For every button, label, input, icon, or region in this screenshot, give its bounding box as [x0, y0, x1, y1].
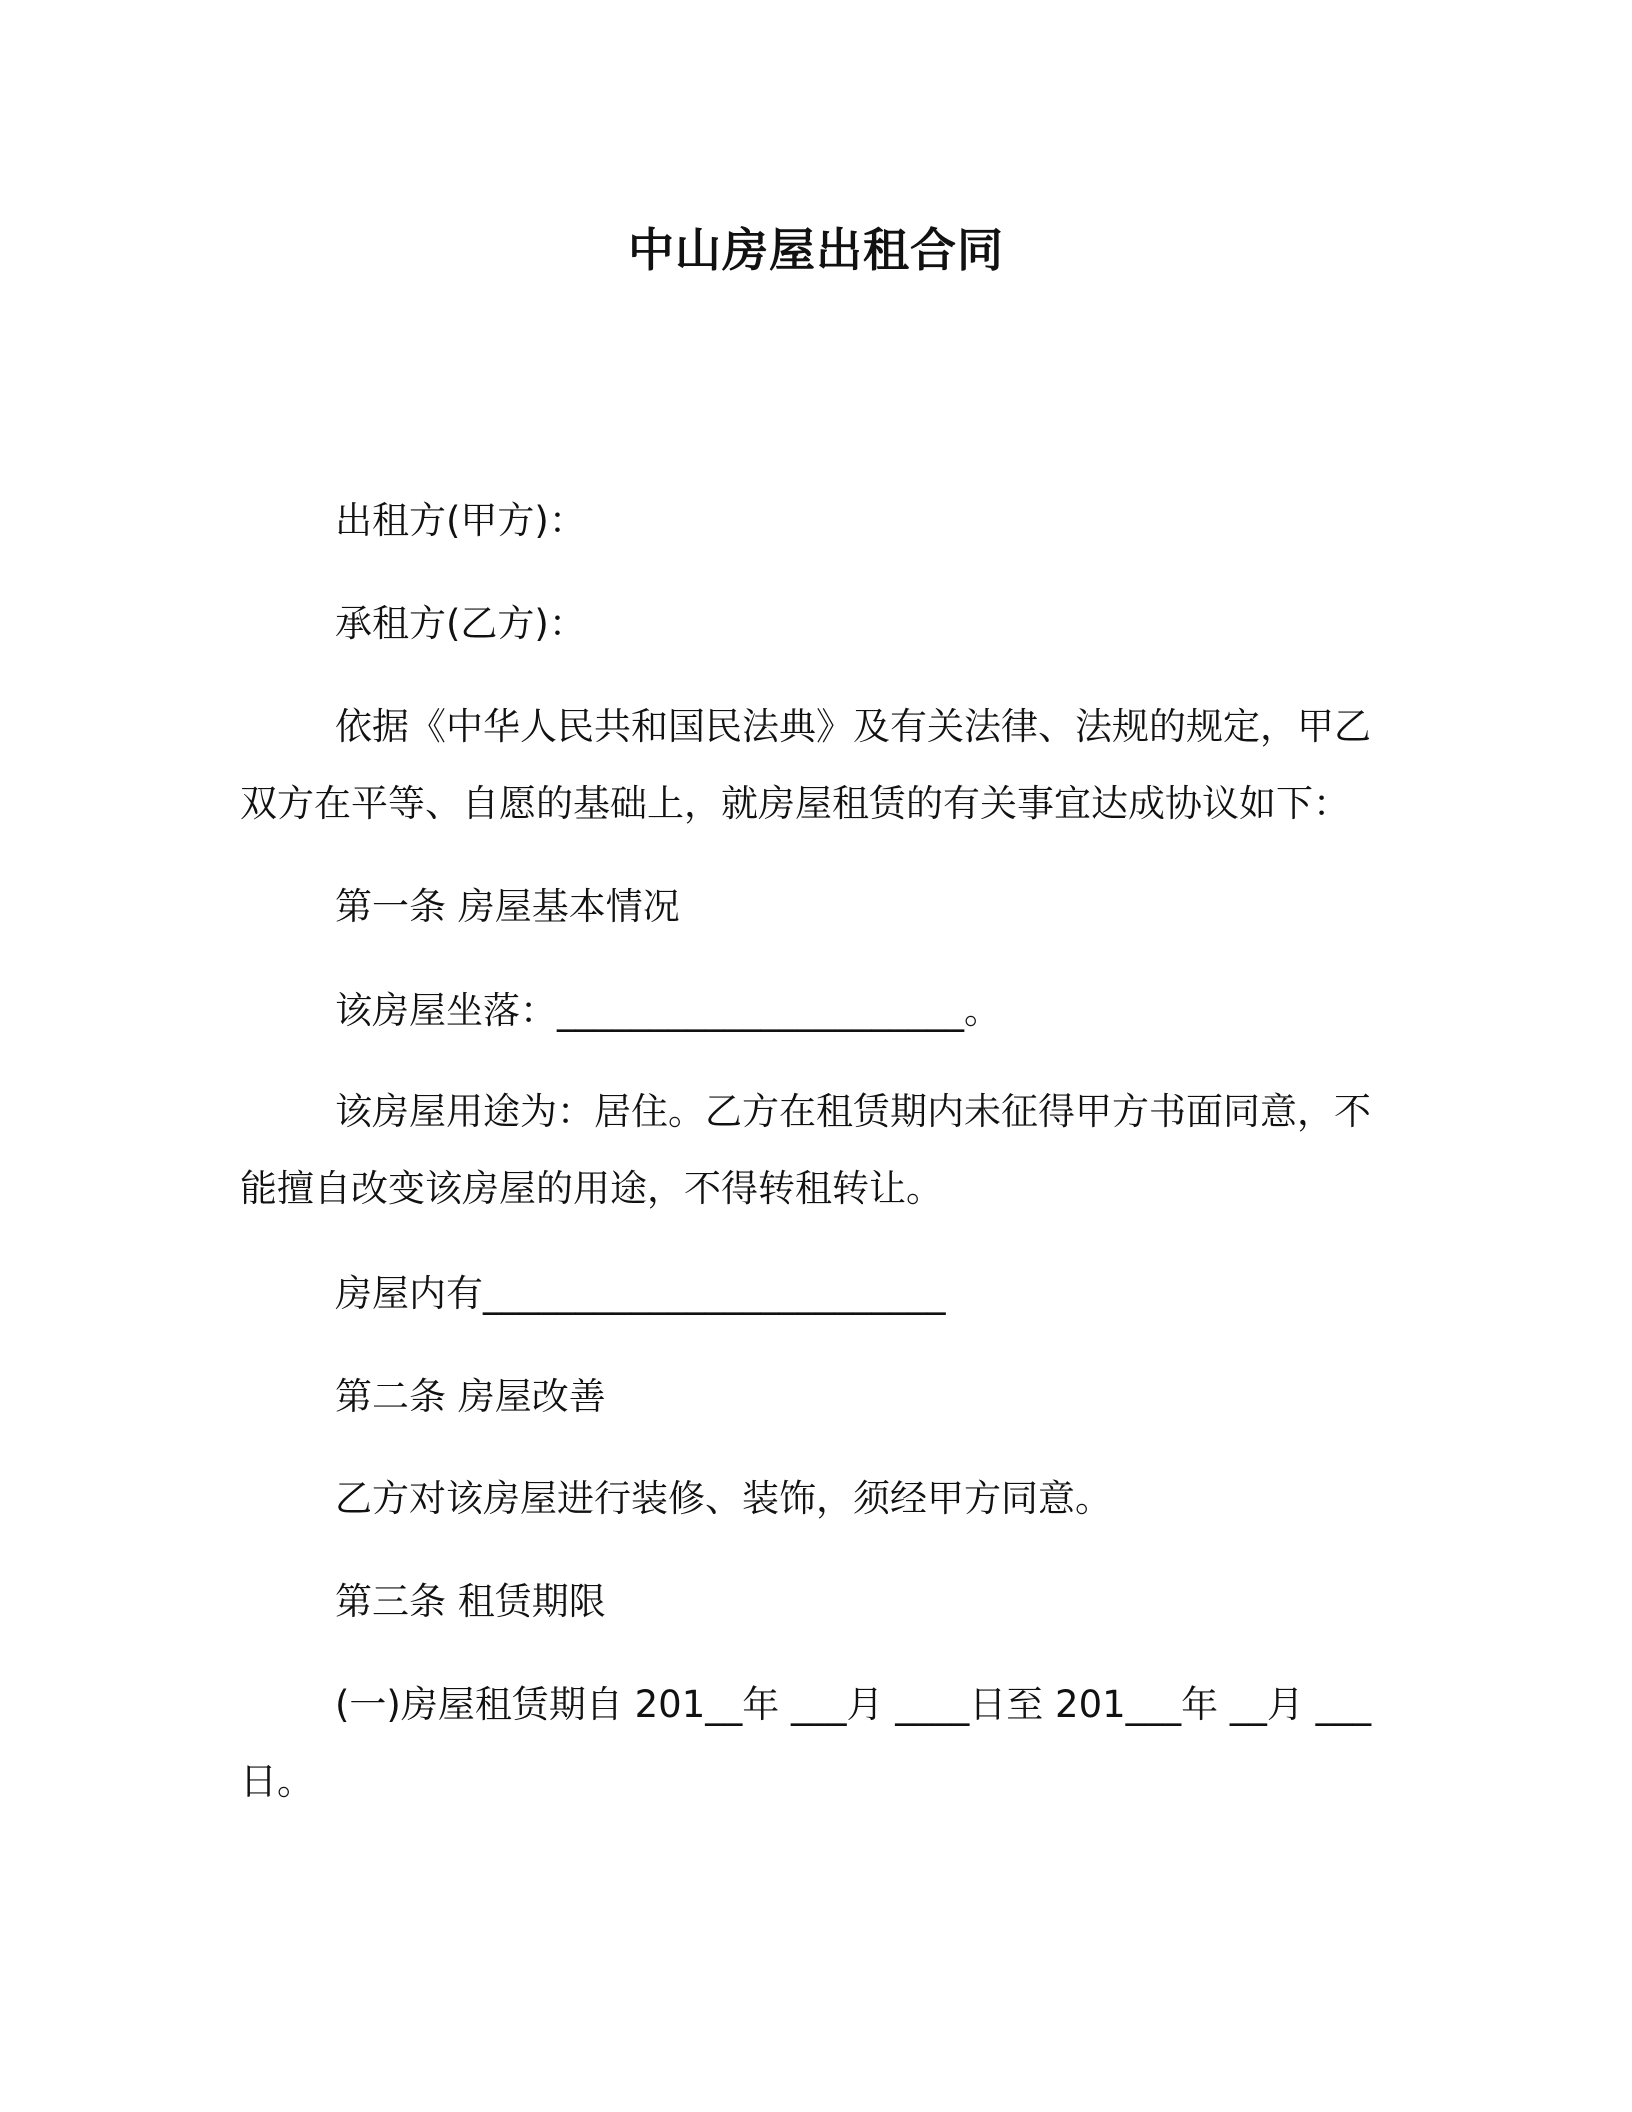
article-3-heading: 第三条 租赁期限	[335, 1580, 606, 1623]
article-2-heading: 第二条 房屋改善	[335, 1375, 606, 1418]
usage-paragraph	[240, 1073, 1390, 1227]
intro-line-2: 双方在平等、自愿的基础上，就房屋租赁的有关事宜达成协议如下：	[240, 782, 1350, 825]
party-b-line: 承租方(乙方)：	[335, 602, 586, 645]
usage-line-2: 能擅自改变该房屋的用途，不得转租转让。	[240, 1167, 943, 1210]
intro-paragraph	[240, 688, 1390, 842]
term-line-2: 日。	[240, 1760, 314, 1803]
term-paragraph	[240, 1666, 1390, 1820]
location-line: 该房屋坐落：______________________。	[335, 989, 1001, 1032]
intro-line-1: 依据《中华人民共和国民法典》及有关法律、法规的规定，甲乙	[335, 705, 1371, 748]
contents-line: 房屋内有_________________________	[335, 1272, 946, 1315]
party-a-line: 出租方(甲方)：	[335, 499, 586, 542]
document-title: 中山房屋出租合同	[628, 223, 1004, 277]
improvement-line: 乙方对该房屋进行装修、装饰，须经甲方同意。	[335, 1477, 1112, 1520]
article-1-heading: 第一条 房屋基本情况	[335, 885, 680, 928]
term-line-1: (一)房屋租赁期自 201__年 ___月 ____日至 201___年 __月 ___	[335, 1683, 1372, 1726]
usage-line-1: 该房屋用途为：居住。乙方在租赁期内未征得甲方书面同意，不	[335, 1090, 1371, 1133]
